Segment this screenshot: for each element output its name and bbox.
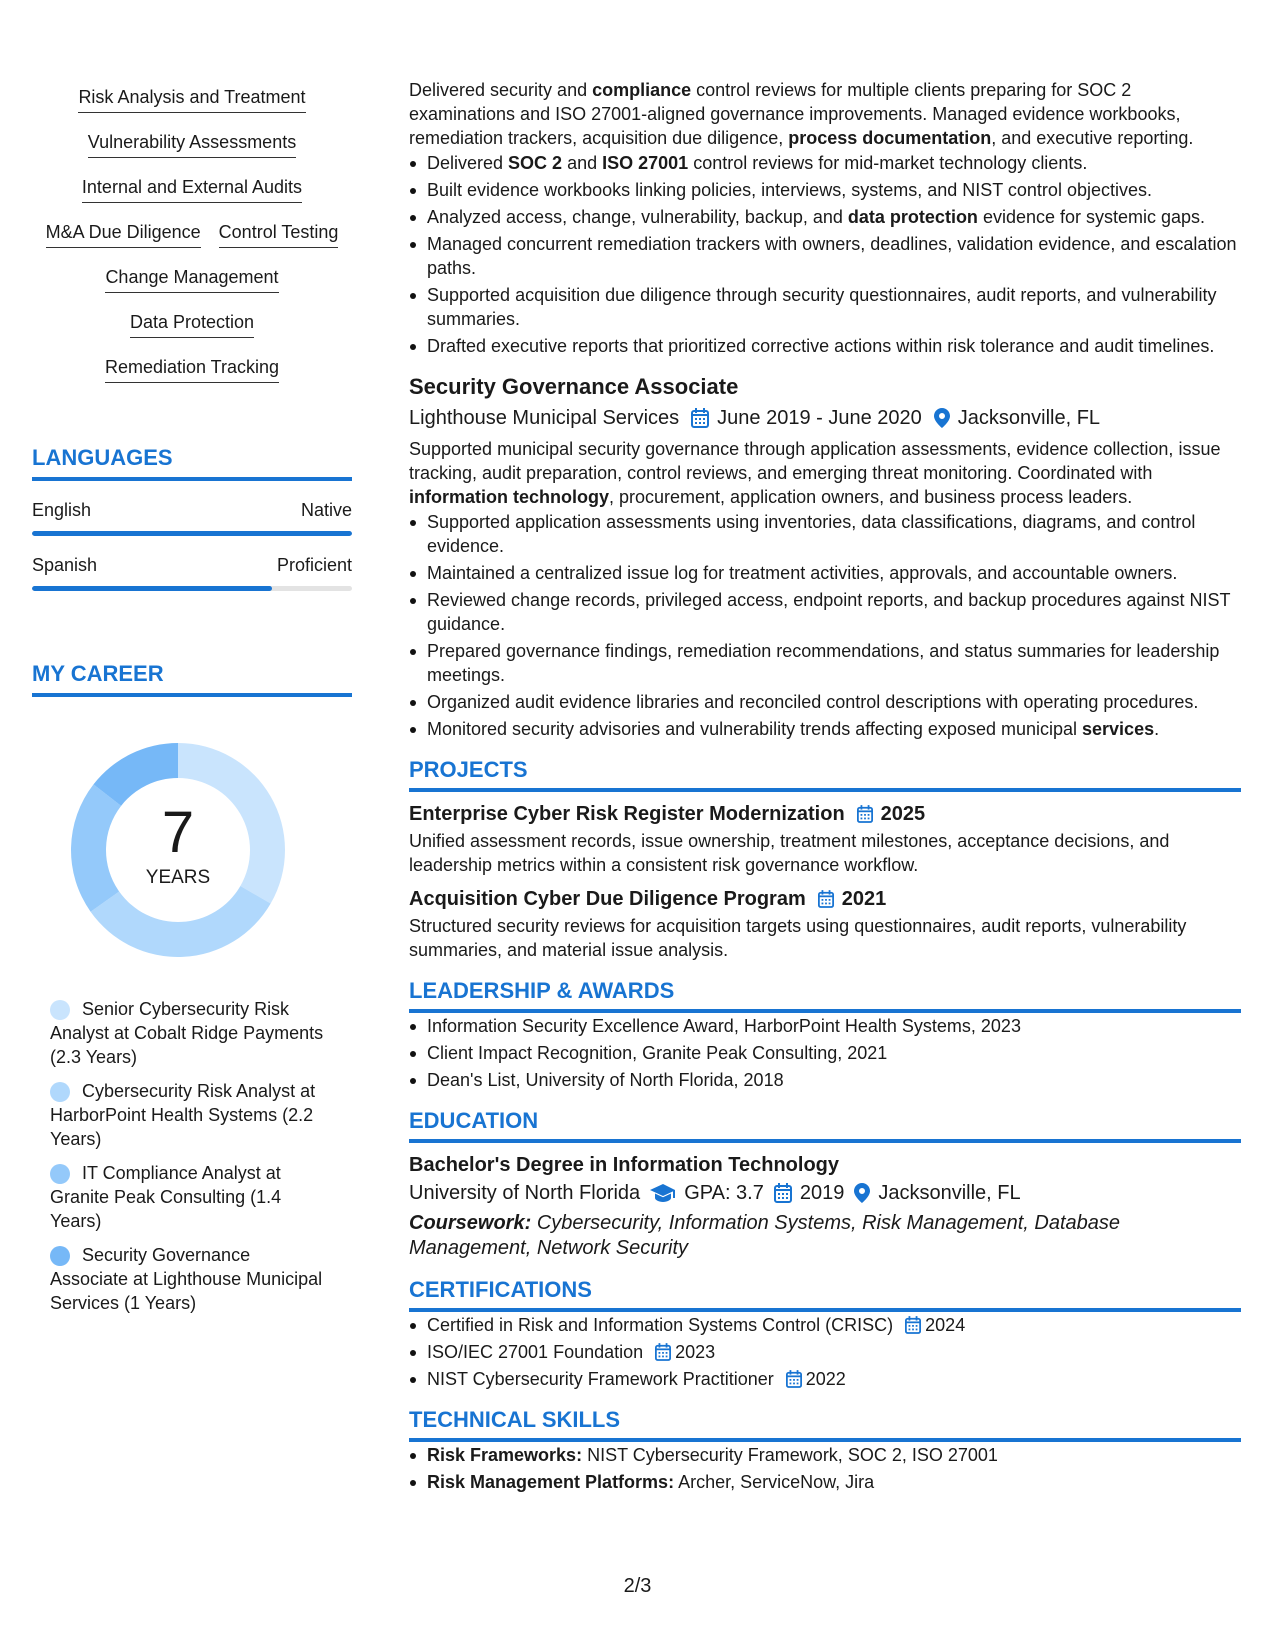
certification-year: 2022 xyxy=(805,1369,846,1389)
career-legend-label: Security Governance Associate at Lighthouse Municipal Services (1 Years) xyxy=(50,1245,323,1313)
coursework-label: Coursework: xyxy=(409,1212,532,1234)
career-total-unit: YEARS xyxy=(145,867,211,888)
award-item: Information Security Excellence Award, HarborPoint Health Systems, 2023 xyxy=(409,1014,1241,1038)
location-pin-icon xyxy=(854,1183,870,1203)
technical-skill-label: Risk Management Platforms: xyxy=(427,1472,675,1492)
skill-row xyxy=(32,221,352,266)
technical-skills-list xyxy=(409,1443,1241,1494)
job2-dates: June 2019 - June 2020 xyxy=(717,407,922,429)
career-legend-label: Senior Cybersecurity Risk Analyst at Cobalt Ridge Payments (2.3 Years) xyxy=(50,999,324,1067)
calendar-icon xyxy=(691,408,709,428)
skill-row xyxy=(32,131,352,176)
career-heading: MY CAREER xyxy=(32,661,352,697)
job2-title: Security Governance Associate xyxy=(409,374,739,399)
skill-row xyxy=(32,176,352,221)
certifications-heading: CERTIFICATIONS xyxy=(409,1277,1241,1312)
skill-row xyxy=(32,356,352,401)
bullet-item: Built evidence workbooks linking policies, interviews, systems, and NIST control objectives. xyxy=(409,178,1241,202)
graduation-cap-icon xyxy=(650,1184,676,1202)
calendar-icon xyxy=(857,805,873,823)
calendar-icon xyxy=(774,1183,792,1203)
calendar-icon xyxy=(818,890,834,908)
certification-item xyxy=(409,1313,1241,1337)
job2-company: Lighthouse Municipal Services xyxy=(409,407,680,429)
certification-name: ISO/IEC 27001 Foundation xyxy=(427,1342,644,1362)
awards-heading: LEADERSHIP & AWARDS xyxy=(409,978,1241,1013)
language-level: Native xyxy=(300,500,352,520)
page-number: 2/3 xyxy=(623,1575,652,1597)
bullet-item: Prepared governance findings, remediation recommendations, and status summaries for leadership meetings. xyxy=(409,639,1241,687)
certification-name: NIST Cybersecurity Framework Practitioner xyxy=(427,1369,774,1389)
skill-row xyxy=(32,266,352,311)
technical-skill-value: NIST Cybersecurity Framework, SOC 2, ISO 27001 xyxy=(587,1445,998,1465)
language-level: Proficient xyxy=(276,555,352,575)
skill-tag: Risk Analysis and Treatment xyxy=(78,86,305,113)
education-school: University of North Florida xyxy=(409,1182,641,1204)
skill-tag: Data Protection xyxy=(130,311,254,338)
languages-heading: LANGUAGES xyxy=(32,445,352,481)
career-total-years: 7 xyxy=(161,800,195,865)
right-column xyxy=(409,78,1241,1497)
skills-tags xyxy=(32,86,352,401)
job1-description: Delivered security and compliance control reviews for multiple clients preparing for SOC 2 examinations and ISO 27001-aligned governance improvements. Managed evidence workbooks, remediation trackers, acquisition due diligence, process documentation, and executive reporting. xyxy=(409,80,1194,148)
language-proficiency-fill xyxy=(32,586,272,591)
bullet-item: Reviewed change records, privileged access, endpoint reports, and backup procedures against NIST guidance. xyxy=(409,588,1241,636)
career-legend-item xyxy=(50,1161,332,1233)
bullet-item: Analyzed access, change, vulnerability, backup, and data protection evidence for systemic gaps. xyxy=(409,205,1241,229)
education-meta xyxy=(409,1179,1241,1207)
project-year: 2021 xyxy=(841,888,887,910)
technical-skill-item xyxy=(409,1443,1241,1467)
skill-tag: Control Testing xyxy=(219,221,339,248)
bullet-item: Delivered SOC 2 and ISO 27001 control reviews for mid-market technology clients. xyxy=(409,151,1241,175)
award-item: Client Impact Recognition, Granite Peak Consulting, 2021 xyxy=(409,1041,1241,1065)
project-year: 2025 xyxy=(880,803,926,825)
skill-tag: Change Management xyxy=(105,266,278,293)
certification-item xyxy=(409,1340,1241,1364)
calendar-icon xyxy=(655,1343,671,1361)
bullet-item: Organized audit evidence libraries and reconciled control descriptions with operating procedures. xyxy=(409,690,1241,714)
technical-skill-label: Risk Frameworks: xyxy=(427,1445,583,1465)
career-donut-chart xyxy=(63,735,293,965)
bullet-item: Drafted executive reports that prioritized corrective actions within risk tolerance and audit timelines. xyxy=(409,334,1241,358)
language-proficiency-bar xyxy=(32,586,352,591)
job1-bullets xyxy=(409,151,1241,358)
job2-location: Jacksonville, FL xyxy=(957,407,1101,429)
certification-year: 2024 xyxy=(925,1315,966,1335)
legend-dot-icon xyxy=(50,1000,70,1020)
education-degree: Bachelor's Degree in Information Technology xyxy=(409,1154,840,1176)
projects-list xyxy=(409,800,1241,962)
project-name: Acquisition Cyber Due Diligence Program xyxy=(409,888,806,910)
career-legend-item xyxy=(50,1243,332,1315)
education-gpa: GPA: 3.7 xyxy=(684,1182,764,1204)
certification-name: Certified in Risk and Information Systems Control (CRISC) xyxy=(427,1315,894,1335)
education-location: Jacksonville, FL xyxy=(878,1182,1021,1204)
bullet-item: Supported application assessments using inventories, data classifications, diagrams, and control evidence. xyxy=(409,510,1241,558)
skill-tag: Internal and External Audits xyxy=(82,176,302,203)
career-legend xyxy=(32,997,332,1315)
technical-skill-item xyxy=(409,1470,1241,1494)
skill-tag: Remediation Tracking xyxy=(105,356,279,383)
bullet-item: Monitored security advisories and vulnerability trends affecting exposed municipal services. xyxy=(409,717,1241,741)
coursework-text: Cybersecurity, Information Systems, Risk Management, Database Management, Network Security xyxy=(409,1212,1121,1259)
legend-dot-icon xyxy=(50,1082,70,1102)
language-proficiency-fill xyxy=(32,531,352,536)
certifications-list xyxy=(409,1313,1241,1391)
project-title xyxy=(409,800,1241,828)
job2-bullets xyxy=(409,510,1241,741)
bullet-item: Maintained a centralized issue log for treatment activities, approvals, and accountable owners. xyxy=(409,561,1241,585)
technical-skill-value: Archer, ServiceNow, Jira xyxy=(678,1472,875,1492)
skill-row xyxy=(32,86,352,131)
language-row xyxy=(32,499,352,521)
skill-tag: Vulnerability Assessments xyxy=(88,131,296,158)
legend-dot-icon xyxy=(50,1164,70,1184)
skill-tag: M&A Due Diligence xyxy=(46,221,201,248)
language-row xyxy=(32,554,352,576)
projects-heading: PROJECTS xyxy=(409,757,1241,792)
language-name: English xyxy=(32,500,92,520)
location-pin-icon xyxy=(934,408,950,428)
education-heading: EDUCATION xyxy=(409,1108,1241,1143)
career-legend-item xyxy=(50,997,332,1069)
project-title xyxy=(409,885,1241,913)
calendar-icon xyxy=(786,1370,802,1388)
language-name: Spanish xyxy=(32,555,98,575)
job2-meta xyxy=(409,404,1241,432)
bullet-item: Supported acquisition due diligence through security questionnaires, audit reports, and vulnerability summaries. xyxy=(409,283,1241,331)
left-column xyxy=(32,86,352,1325)
calendar-icon xyxy=(905,1316,921,1334)
bullet-item: Managed concurrent remediation trackers with owners, deadlines, validation evidence, and escalation paths. xyxy=(409,232,1241,280)
career-legend-item xyxy=(50,1079,332,1151)
donut-segment xyxy=(91,886,271,957)
awards-list xyxy=(409,1014,1241,1092)
career-legend-label: Cybersecurity Risk Analyst at HarborPoint Health Systems (2.2 Years) xyxy=(50,1081,316,1149)
project-description: Unified assessment records, issue ownership, treatment milestones, acceptance decisions, and leadership metrics within a consistent risk governance workflow. xyxy=(409,831,1170,875)
languages-list xyxy=(32,499,352,591)
award-item: Dean's List, University of North Florida, 2018 xyxy=(409,1068,1241,1092)
language-proficiency-bar xyxy=(32,531,352,536)
career-legend-label: IT Compliance Analyst at Granite Peak Consulting (1.4 Years) xyxy=(50,1163,282,1231)
project-description: Structured security reviews for acquisition targets using questionnaires, audit reports, vulnerability summaries, and material issue analysis. xyxy=(409,916,1187,960)
certification-item xyxy=(409,1367,1241,1391)
skill-row xyxy=(32,311,352,356)
certification-year: 2023 xyxy=(675,1342,716,1362)
technical-skills-heading: TECHNICAL SKILLS xyxy=(409,1407,1241,1442)
legend-dot-icon xyxy=(50,1246,70,1266)
education-coursework xyxy=(409,1211,1241,1261)
job2-description: Supported municipal security governance through application assessments, evidence collection, issue tracking, audit preparation, control reviews, and emerging threat monitoring. Coordinated with information technology, procurement, application owners, and business process leaders. xyxy=(409,439,1221,507)
education-year: 2019 xyxy=(799,1182,845,1204)
project-name: Enterprise Cyber Risk Register Modernization xyxy=(409,803,845,825)
